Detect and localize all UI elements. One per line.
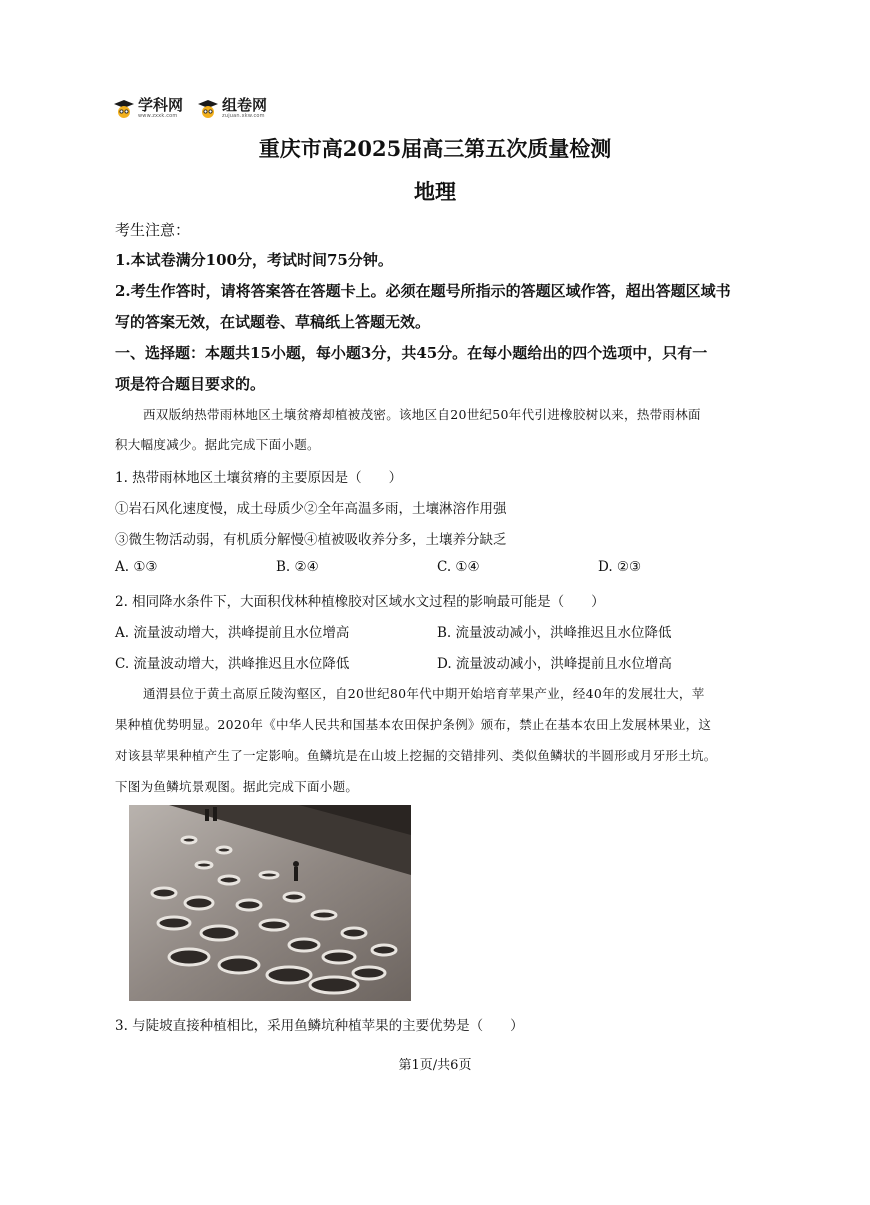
q2-option-b: B. 流量波动减小，洪峰推迟且水位降低 — [437, 625, 672, 641]
passage1-line-2: 积大幅度减少。据此完成下面小题。 — [115, 437, 320, 452]
section-heading-line-2: 项是符合题目要求的。 — [115, 375, 266, 393]
passage1-line-1: 西双版纳热带雨林地区土壤贫瘠却植被茂密。该地区自20世纪50年代引进橡胶树以来，热带雨林面 — [143, 407, 701, 422]
logo2-sub: zujuan.xkw.com — [222, 113, 265, 119]
header-logos — [113, 98, 267, 119]
notice-heading: 考生注意： — [115, 221, 191, 239]
q1-statement-2: ③微生物活动弱，有机质分解慢④植被吸收养分多，土壤养分缺乏 — [115, 532, 507, 548]
graduate-cap-icon — [113, 99, 135, 119]
q2-option-d: D. 流量波动减小，洪峰提前且水位增高 — [437, 656, 672, 672]
passage2-line-4: 下图为鱼鳞坑景观图。据此完成下面小题。 — [115, 779, 359, 794]
q1-option-a: A. ①③ — [115, 559, 158, 575]
logo1-name: 学科网 — [138, 96, 184, 114]
notice-item-2-line-1: 2.考生作答时，请将答案答在答题卡上。必须在题号所指示的答题区域作答，超出答题区域书 — [115, 282, 731, 300]
q1-option-c: C. ①④ — [437, 559, 480, 575]
q1-option-d: D. ②③ — [598, 559, 642, 575]
q3-stem: 3. 与陡坡直接种植相比，采用鱼鳞坑种植苹果的主要优势是（ ） — [115, 1018, 524, 1034]
graduate-cap-icon — [197, 99, 219, 119]
q1-option-b: B. ②④ — [276, 559, 319, 575]
fish-scale-pit-photo — [129, 805, 411, 1001]
passage2-line-3: 对该县苹果种植产生了一定影响。鱼鳞坑是在山坡上挖掘的交错排列、类似鱼鳞状的半圆形或月牙形土坑。 — [115, 748, 717, 763]
q2-option-a: A. 流量波动增大，洪峰提前且水位增高 — [115, 625, 350, 641]
exam-subject: 地理 — [414, 179, 456, 204]
q2-option-c: C. 流量波动增大，洪峰推迟且水位降低 — [115, 656, 350, 672]
notice-item-1: 1.本试卷满分100分，考试时间75分钟。 — [115, 251, 393, 269]
passage2-line-1: 通渭县位于黄土高原丘陵沟壑区，自20世纪80年代中期开始培育苹果产业，经40年的发展壮大，苹 — [143, 686, 705, 701]
q2-stem: 2. 相同降水条件下，大面积伐林种植橡胶对区域水文过程的影响最可能是（ ） — [115, 594, 605, 610]
passage2-line-2: 果种植优势明显。2020年《中华人民共和国基本农田保护条例》颁布，禁止在基本农田上发展林果业，这 — [115, 717, 712, 732]
section-heading-line-1: 一、选择题：本题共15小题，每小题3分，共45分。在每小题给出的四个选项中，只有一 — [115, 344, 708, 362]
zujuan-logo — [197, 98, 267, 119]
logo2-name: 组卷网 — [222, 96, 268, 114]
page-number: 第1页/共6页 — [398, 1058, 472, 1073]
q1-statement-1: ①岩石风化速度慢，成土母质少②全年高温多雨，土壤淋溶作用强 — [115, 501, 507, 517]
notice-item-2-line-2: 写的答案无效，在试题卷、草稿纸上答题无效。 — [115, 313, 431, 331]
logo1-sub: www.zxxk.com — [138, 113, 178, 119]
q1-stem: 1. 热带雨林地区土壤贫瘠的主要原因是（ ） — [115, 470, 403, 486]
exam-title: 重庆市高2025届高三第五次质量检测 — [258, 136, 612, 161]
zxxk-logo — [113, 98, 183, 119]
